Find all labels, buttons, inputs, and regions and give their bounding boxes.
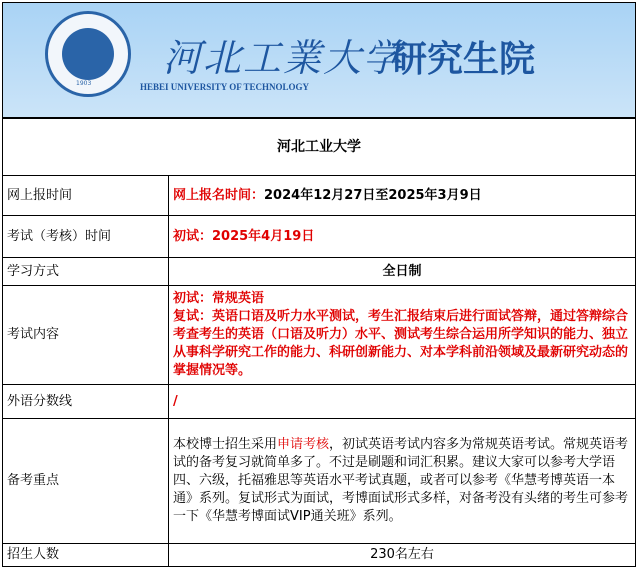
exam-retest: 复试：英语口语及听力水平测试，考生汇报结束后进行面试答辩，通过答辩综合考查考生的英语（口语及听力）水平、测试考生综合运用所学知识的能力、独立从事科学研究工作的能力、科研创新能力、对本学科前沿领域及最新研究动态的掌握情况等。 [173,309,629,378]
row-value-prefix: 网上报名时间： [173,187,265,203]
row-label: 外语分数线 [3,385,169,419]
row-label: 备考重点 [3,419,169,544]
table-row [3,286,636,385]
graduate-school-name: 研究生院 [391,39,536,80]
row-label: 招生人数 [3,544,169,567]
admission-info-table [2,118,636,567]
table-row [3,216,636,258]
row-label: 考试内容 [3,286,169,385]
table-row [3,258,636,286]
prep-highlight: 申请考核 [277,437,330,452]
row-value: / [169,385,636,419]
table-title: 河北工业大学 [3,119,636,176]
header-banner [2,2,636,118]
row-label: 网上报时间 [3,176,169,216]
exam-initial: 初试：常规英语 [173,291,265,306]
table-row [3,385,636,419]
prep-text-pre: 本校博士招生采用 [173,437,278,452]
university-seal-logo [45,11,131,97]
university-name-en: HEBEI UNIVERSITY OF TECHNOLOGY [140,82,309,92]
table-row [3,176,636,216]
row-value: 初试：2025年4月19日 [169,216,636,258]
seal-year: 1903 [76,80,92,87]
row-value: 2024年12月27日至2025年3月9日 [264,187,482,203]
prep-text-post: ，初试英语考试内容多为常规英语考试。常规英语考试的备考复习就简单多了。不过是刷题和词汇积累。建议大家可以参考大学语四、六级，托福雅思等英语水平考试真题，或者可以参考《华慧考博英语一本通》系列。复试形式为面试，考博面试形式多样，对备考没有头绪的考生可参考一下《华慧考博面试VIP通关班》系列。 [173,437,629,524]
table-row [3,544,636,567]
row-label: 考试（考核）时间 [3,216,169,258]
table-row [3,419,636,544]
university-name-cn: 河北工業大学 [163,36,404,80]
row-value: 全日制 [169,258,636,286]
row-label: 学习方式 [3,258,169,286]
row-value: 230名左右 [169,544,636,567]
